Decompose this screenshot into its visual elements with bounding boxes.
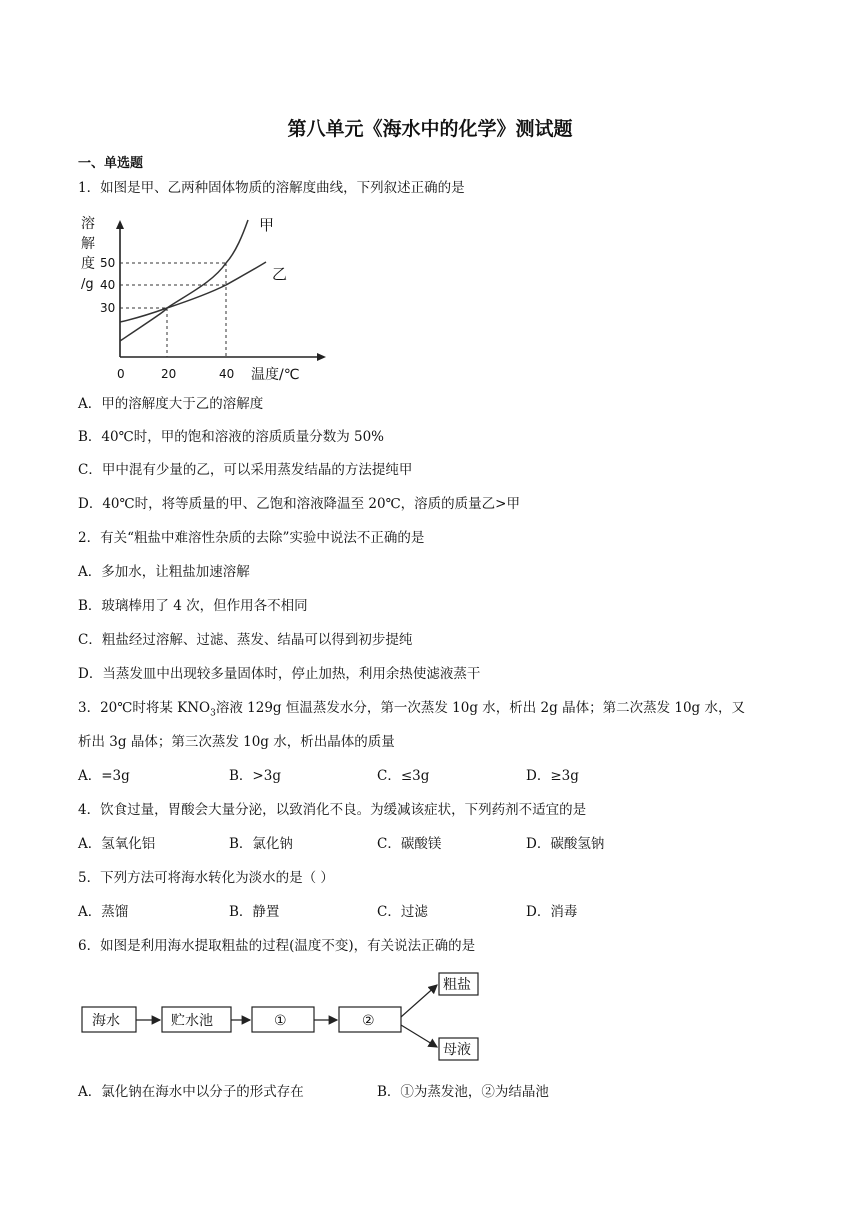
flow-out-crude-salt-label: 粗盐 xyxy=(443,977,471,993)
question-6-option-b: B．①为蒸发池，②为结晶池 xyxy=(377,1084,549,1100)
question-3-option-c: C．≤3g xyxy=(377,768,430,784)
series-jia-curve xyxy=(120,220,248,341)
question-1-option-a: A．甲的溶解度大于乙的溶解度 xyxy=(78,396,264,412)
question-3-stem xyxy=(78,699,745,723)
series-yi-label: 乙 xyxy=(272,265,288,283)
question-5-option-d: D．消毒 xyxy=(526,904,578,920)
question-3-option-a: A．=3g xyxy=(78,768,130,784)
question-3-stem-line2: 析出 3g 晶体；第三次蒸发 10g 水，析出晶体的质量 xyxy=(78,734,395,750)
question-2-stem: 2．有关“粗盐中难溶性杂质的去除”实验中说法不正确的是 xyxy=(78,530,425,546)
flow-box-1-label: ① xyxy=(274,1013,287,1029)
question-6-option-a: A．氯化钠在海水中以分子的形式存在 xyxy=(78,1084,304,1100)
chart-ytick-30: 30 xyxy=(100,301,116,315)
question-3-stem-subscript: 3 xyxy=(210,708,216,719)
question-4-stem: 4．饮食过量，胃酸会大量分泌，以致消化不良。为缓减该症状，下列药剂不适宜的是 xyxy=(78,802,587,818)
chart-ylabel-3: 度 xyxy=(81,256,95,272)
question-3-option-b: B．>3g xyxy=(229,768,281,784)
question-5-option-a: A．蒸馏 xyxy=(78,904,129,920)
question-1-stem: 1．如图是甲、乙两种固体物质的溶解度曲线，下列叙述正确的是 xyxy=(78,180,465,196)
chart-y-arrow xyxy=(116,220,124,229)
question-5-option-c: C．过滤 xyxy=(377,904,428,920)
chart-ytick-40: 40 xyxy=(100,278,116,292)
chart-xtick-40: 40 xyxy=(219,367,235,381)
question-2-option-c: C．粗盐经过溶解、过滤、蒸发、结晶可以得到初步提纯 xyxy=(78,632,413,648)
question-4-option-a: A．氢氧化铝 xyxy=(78,836,156,852)
question-4-option-b: B．氯化钠 xyxy=(229,836,293,852)
chart-xlabel: 温度/℃ xyxy=(251,367,300,383)
chart-ylabel-4: /g xyxy=(81,277,94,292)
question-5-option-b: B．静置 xyxy=(229,904,280,920)
chart-ylabel-1: 溶 xyxy=(81,216,95,232)
question-1-option-c: C．甲中混有少量的乙，可以采用蒸发结晶的方法提纯甲 xyxy=(78,462,413,478)
question-1-option-d: D．40℃时，将等质量的甲、乙饱和溶液降温至 20℃，溶质的质量乙>甲 xyxy=(78,496,520,512)
flow-box-reservoir-label: 贮水池 xyxy=(171,1013,213,1029)
section-heading: 一、单选题 xyxy=(78,156,144,171)
question-3-stem-part-a: 3．20℃时将某 KNO xyxy=(78,700,211,716)
flow-arrow-up xyxy=(401,985,437,1017)
solubility-chart xyxy=(78,212,328,387)
question-4-option-c: C．碳酸镁 xyxy=(377,836,442,852)
question-2-option-d: D．当蒸发皿中出现较多量固体时，停止加热，利用余热使滤液蒸干 xyxy=(78,666,481,682)
salt-flow-diagram xyxy=(78,965,498,1065)
question-4-option-d: D．碳酸氢钠 xyxy=(526,836,605,852)
flow-box-2-label: ② xyxy=(362,1013,375,1029)
question-1-option-b: B．40℃时，甲的饱和溶液的溶质质量分数为 50% xyxy=(78,429,384,445)
flow-arrow-down xyxy=(401,1025,437,1047)
flow-out-mother-liquor-label: 母液 xyxy=(443,1042,471,1058)
question-6-stem: 6．如图是利用海水提取粗盐的过程(温度不变)，有关说法正确的是 xyxy=(78,938,476,954)
question-2-option-a: A．多加水，让粗盐加速溶解 xyxy=(78,564,250,580)
series-jia-label: 甲 xyxy=(259,216,275,234)
chart-xtick-0: 0 xyxy=(117,367,125,381)
chart-ylabel-2: 解 xyxy=(81,236,95,252)
chart-x-arrow xyxy=(317,353,326,361)
chart-xtick-20: 20 xyxy=(161,367,177,381)
question-3-option-d: D．≥3g xyxy=(526,768,579,784)
flow-box-seawater-label: 海水 xyxy=(92,1013,120,1029)
question-3-stem-part-b: 溶液 129g 恒温蒸发水分，第一次蒸发 10g 水，析出 2g 晶体；第二次蒸发 10g 水，又 xyxy=(215,700,745,716)
question-2-option-b: B．玻璃棒用了 4 次，但作用各不相同 xyxy=(78,598,308,614)
chart-ytick-50: 50 xyxy=(100,256,116,270)
question-5-stem: 5．下列方法可将海水转化为淡水的是（ ） xyxy=(78,870,334,886)
page-title: 第八单元《海水中的化学》测试题 xyxy=(287,118,573,140)
